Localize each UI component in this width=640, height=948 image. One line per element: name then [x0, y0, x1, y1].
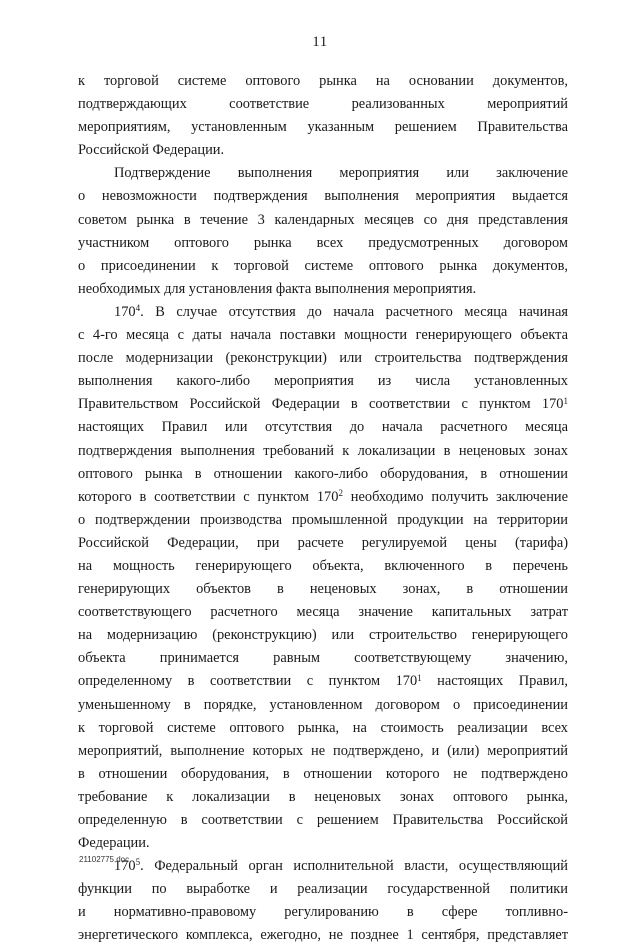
text-line: выполнения какого-либо мероприятия из числа установленных [78, 373, 568, 390]
text-line: Российской Федерации. [78, 142, 225, 159]
superscript: 4 [135, 303, 141, 314]
paragraph-p3 [78, 301, 568, 855]
text-line: к торговой системе оптового рынка на основании документов, [78, 73, 568, 89]
text-line: функции по выработке и реализации государственной политики [78, 881, 568, 898]
text-line: о подтверждении производства промышленной продукции на территории [78, 511, 568, 528]
text-line: определенную в соответствии с решением Правительства Российской [78, 812, 568, 828]
paragraph-p2 [78, 162, 568, 301]
text-line: Федерации. [78, 835, 150, 852]
text-line: требование к локализации в неценовых зонах оптового рынка, [78, 788, 568, 805]
text-line: мероприятий, выполнение которых не подтверждено, и (или) мероприятий [78, 742, 568, 759]
text-line: генерирующих объектов в неценовых зонах, в отношении [78, 581, 568, 598]
text-line: в отношении оборудования, в отношении которого не подтверждено [78, 765, 568, 782]
text-line: мероприятиям, установленным указанным решением Правительства [78, 119, 568, 136]
text-line: $170^5$. Федеральный орган исполнительной власти, осуществляющий [114, 857, 568, 875]
text-line: о невозможности подтверждения выполнения мероприятия выдается [78, 188, 568, 205]
document-body [78, 70, 568, 948]
text-line: энергетического комплекса, ежегодно, не позднее 1 сентября, представляет [78, 927, 568, 944]
text-line: соответствующего расчетного месяца значение капитальных затрат [78, 604, 568, 621]
superscript: 5 [135, 857, 141, 868]
text-line: к торговой системе оптового рынка, на стоимость реализации всех [78, 719, 568, 736]
text-line: Российской Федерации, при расчете регулируемой цены (тарифа) [78, 534, 568, 551]
text-line: советом рынка в течение 3 календарных месяцев со дня представления [78, 211, 568, 228]
text-line: объекта принимается равным соответствующему значению, [78, 650, 568, 667]
text-line: после модернизации (реконструкции) или строительства подтверждения [78, 350, 568, 367]
text-line: подтверждения выполнения требований к локализации в неценовых зонах [78, 442, 568, 459]
paragraph-p4 [78, 855, 568, 947]
text-line: $170^4$. В случае отсутствия до начала расчетного месяца начиная [114, 303, 568, 320]
text-line: с 4-го месяца с даты начала поставки мощности генерирующего объекта [78, 327, 568, 344]
paragraph-p1 [78, 70, 568, 162]
page-number: 11 [312, 34, 328, 50]
text-line: на модернизацию (реконструкцию) или строительство генерирующего [78, 627, 568, 644]
text-line: на мощность генерирующего объекта, включенного в перечень [78, 557, 568, 574]
file-footer: 21102775.doc [79, 855, 130, 864]
text-line: необходимых для установления факта выполнения мероприятия. [78, 280, 477, 297]
text-line: настоящих Правил или отсутствия до начала расчетного месяца [78, 419, 568, 436]
superscript: 1 [417, 672, 422, 683]
text-line: подтверждающих соответствие реализованных мероприятий [78, 96, 568, 113]
superscript: 2 [338, 487, 343, 498]
text-line: которого в соответствии с пунктом $170^2$ необходимо получить заключение [78, 487, 568, 505]
text-line: определенному в соответствии с пунктом $170^1$ настоящих Правил, [78, 672, 568, 690]
text-line: оптового рынка в отношении какого-либо оборудования, в отношении [78, 465, 568, 482]
text-line: о присоединении к торговой системе оптового рынка документов, [78, 257, 568, 274]
text-line: участником оптового рынка всех предусмотренных договором [78, 234, 568, 251]
text-line: и нормативно-правовому регулированию в сфере топливно- [78, 904, 568, 921]
superscript: 1 [563, 395, 568, 406]
text-line: уменьшенному в порядке, установленном договором о присоединении [78, 696, 568, 713]
text-line: Подтверждение выполнения мероприятия или заключение [114, 165, 568, 182]
text-line: Правительством Российской Федерации в соответствии с пунктом $170^1$ [78, 395, 568, 413]
